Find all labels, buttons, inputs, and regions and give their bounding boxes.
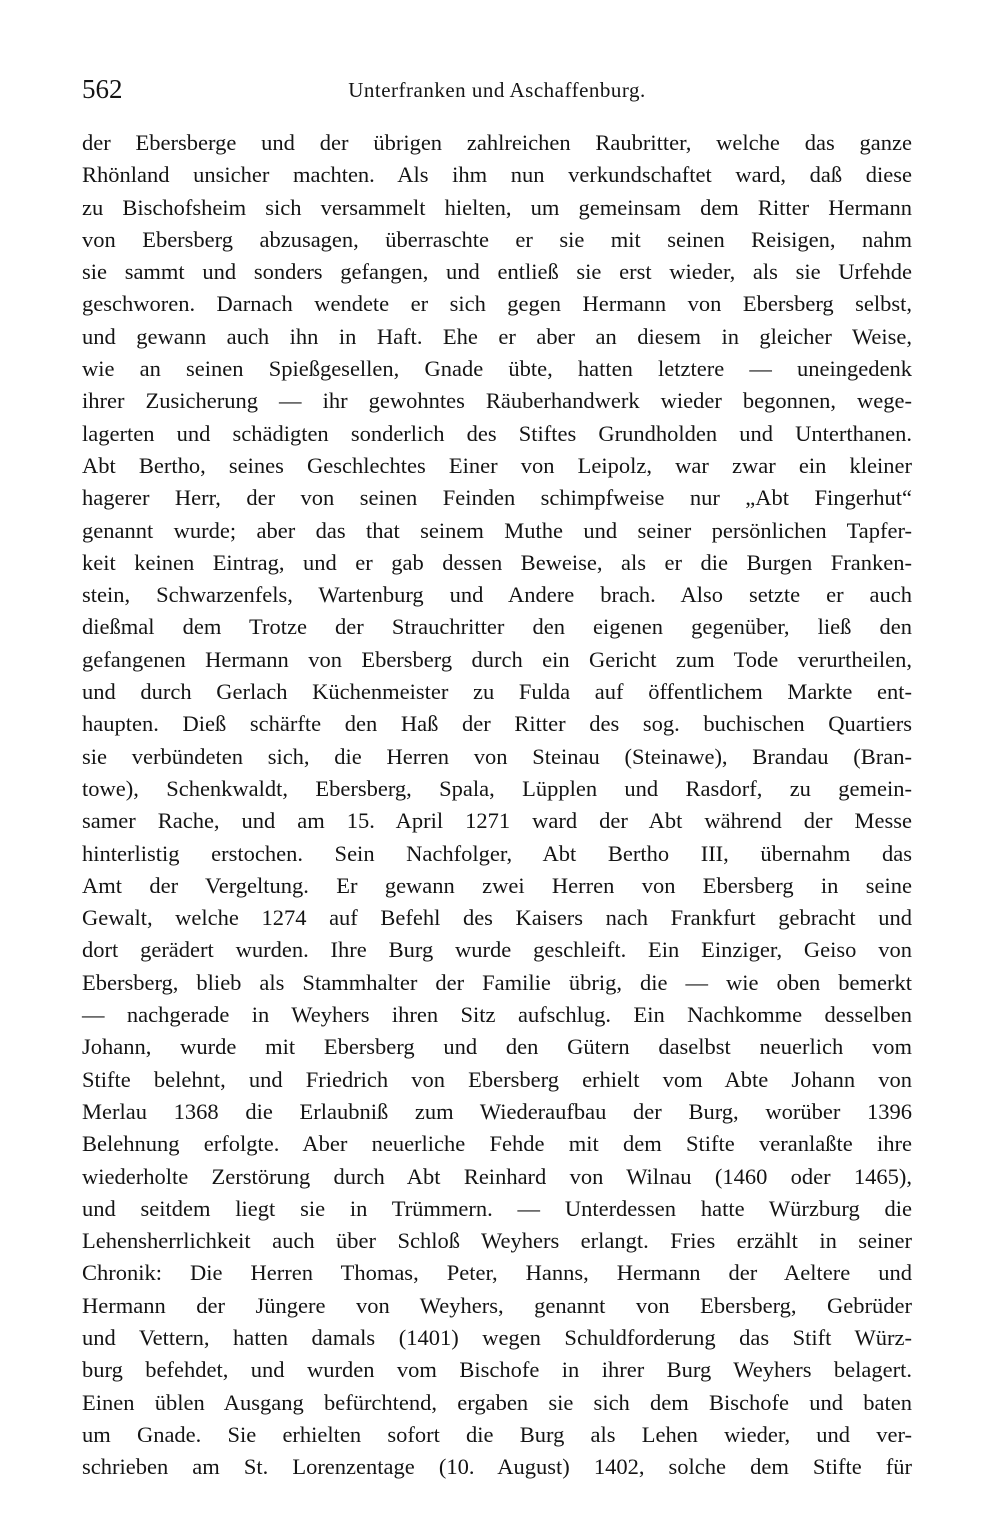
running-title: Unterfranken und Aschaffenburg. — [348, 78, 646, 102]
text-line: und seitdem liegt sie in Trümmern. — Unterdessen hatte Würzburg die — [82, 1195, 912, 1221]
text-line: Merlau 1368 die Erlaubniß zum Wiederaufbau der Burg, worüber 1396 — [82, 1098, 912, 1124]
page-number: 562 — [82, 74, 123, 104]
text-line: lagerten und schädigten sonderlich des Stiftes Grundholden und Unterthanen. — [82, 420, 912, 446]
text-line: und Vettern, hatten damals (1401) wegen Schuldforderung das Stift Würz- — [82, 1324, 912, 1350]
text-line: schrieben am St. Lorenzentage (10. August) 1402, solche dem Stifte für — [82, 1454, 912, 1480]
text-line: Stifte belehnt, und Friedrich von Ebersberg erhielt vom Abte Johann von — [82, 1066, 912, 1092]
text-line: geschworen. Darnach wendete er sich gegen Hermann von Ebersberg selbst, — [82, 291, 912, 317]
page-header — [82, 74, 912, 110]
text-line: Rhönland unsicher machten. Als ihm nun verkundschaftet ward, daß diese — [82, 162, 912, 188]
text-line: wie an seinen Spießgesellen, Gnade übte, hatten letztere — uneingedenk — [82, 356, 912, 382]
text-line: Einen üblen Ausgang befürchtend, ergaben sie sich dem Bischofe und baten — [82, 1389, 912, 1415]
text-line: Ebersberg, blieb als Stammhalter der Familie übrig, die — wie oben bemerkt — [82, 969, 912, 995]
text-line: haupten. Dieß schärfte den Haß der Ritter des sog. buchischen Quartiers — [82, 711, 912, 737]
text-line: Chronik: Die Herren Thomas, Peter, Hanns, Hermann der Aeltere und — [82, 1260, 912, 1286]
text-line: burg befehdet, und wurden vom Bischofe in ihrer Burg Weyhers belagert. — [82, 1357, 912, 1383]
text-line: hinterlistig erstochen. Sein Nachfolger, Abt Bertho III, übernahm das — [82, 840, 912, 866]
text-line: stein, Schwarzenfels, Wartenburg und Andere brach. Also setzte er auch — [82, 582, 912, 608]
text-line: von Ebersberg abzusagen, überraschte er sie mit seinen Reisigen, nahm — [82, 226, 912, 252]
text-line: Gewalt, welche 1274 auf Befehl des Kaisers nach Frankfurt gebracht und — [82, 905, 912, 931]
text-line: Amt der Vergeltung. Er gewann zwei Herren von Ebersberg in seine — [82, 872, 912, 898]
text-line: samer Rache, und am 15. April 1271 ward der Abt während der Messe — [82, 808, 912, 834]
text-line: genannt wurde; aber das that seinem Muthe und seiner persönlichen Tapfer- — [82, 517, 912, 543]
text-line: sie verbündeten sich, die Herren von Steinau (Steinawe), Brandau (Bran- — [82, 743, 912, 769]
text-line: um Gnade. Sie erhielten sofort die Burg als Lehen wieder, und ver- — [82, 1421, 912, 1447]
text-line: und durch Gerlach Küchenmeister zu Fulda auf öffentlichem Markte ent- — [82, 679, 912, 705]
text-line: Johann, wurde mit Ebersberg und den Gütern daselbst neuerlich vom — [82, 1034, 912, 1060]
text-line: der Ebersberge und der übrigen zahlreichen Raubritter, welche das ganze — [82, 130, 912, 155]
text-line: — nachgerade in Weyhers ihren Sitz aufschlug. Ein Nachkomme desselben — [82, 1002, 912, 1028]
text-line: zu Bischofsheim sich versammelt hielten, um gemeinsam dem Ritter Hermann — [82, 194, 912, 220]
text-line: keit keinen Eintrag, und er gab dessen Beweise, als er die Burgen Franken- — [82, 549, 912, 575]
text-line: sie sammt und sonders gefangen, und entließ sie erst wieder, als sie Urfehde — [82, 259, 912, 285]
text-line: towe), Schenkwaldt, Ebersberg, Spala, Lüpplen und Rasdorf, zu gemein- — [82, 775, 912, 801]
text-line: Hermann der Jüngere von Weyhers, genannt von Ebersberg, Gebrüder — [82, 1292, 912, 1318]
body-text — [82, 127, 912, 1483]
text-line: dort gerädert wurden. Ihre Burg wurde geschleift. Ein Einziger, Geiso von — [82, 937, 912, 963]
text-line: wiederholte Zerstörung durch Abt Reinhard von Wilnau (1460 oder 1465), — [82, 1163, 912, 1189]
text-line: ihrer Zusicherung — ihr gewohntes Räuberhandwerk wieder begonnen, wege- — [82, 388, 912, 414]
text-line: Abt Bertho, seines Geschlechtes Einer von Leipolz, war zwar ein kleiner — [82, 452, 912, 478]
text-line: Lehensherrlichkeit auch über Schloß Weyhers erlangt. Fries erzählt in seiner — [82, 1228, 912, 1254]
text-line: dießmal dem Trotze der Strauchritter den eigenen gegenüber, ließ den — [82, 614, 912, 640]
text-line: hagerer Herr, der von seinen Feinden schimpfweise nur „Abt Fingerhut“ — [82, 485, 912, 511]
text-line: gefangenen Hermann von Ebersberg durch ein Gericht zum Tode verurtheilen, — [82, 646, 912, 672]
text-line: Belehnung erfolgte. Aber neuerliche Fehde mit dem Stifte veranlaßte ihre — [82, 1131, 912, 1157]
text-line: und gewann auch ihn in Haft. Ehe er aber an diesem in gleicher Weise, — [82, 323, 912, 349]
